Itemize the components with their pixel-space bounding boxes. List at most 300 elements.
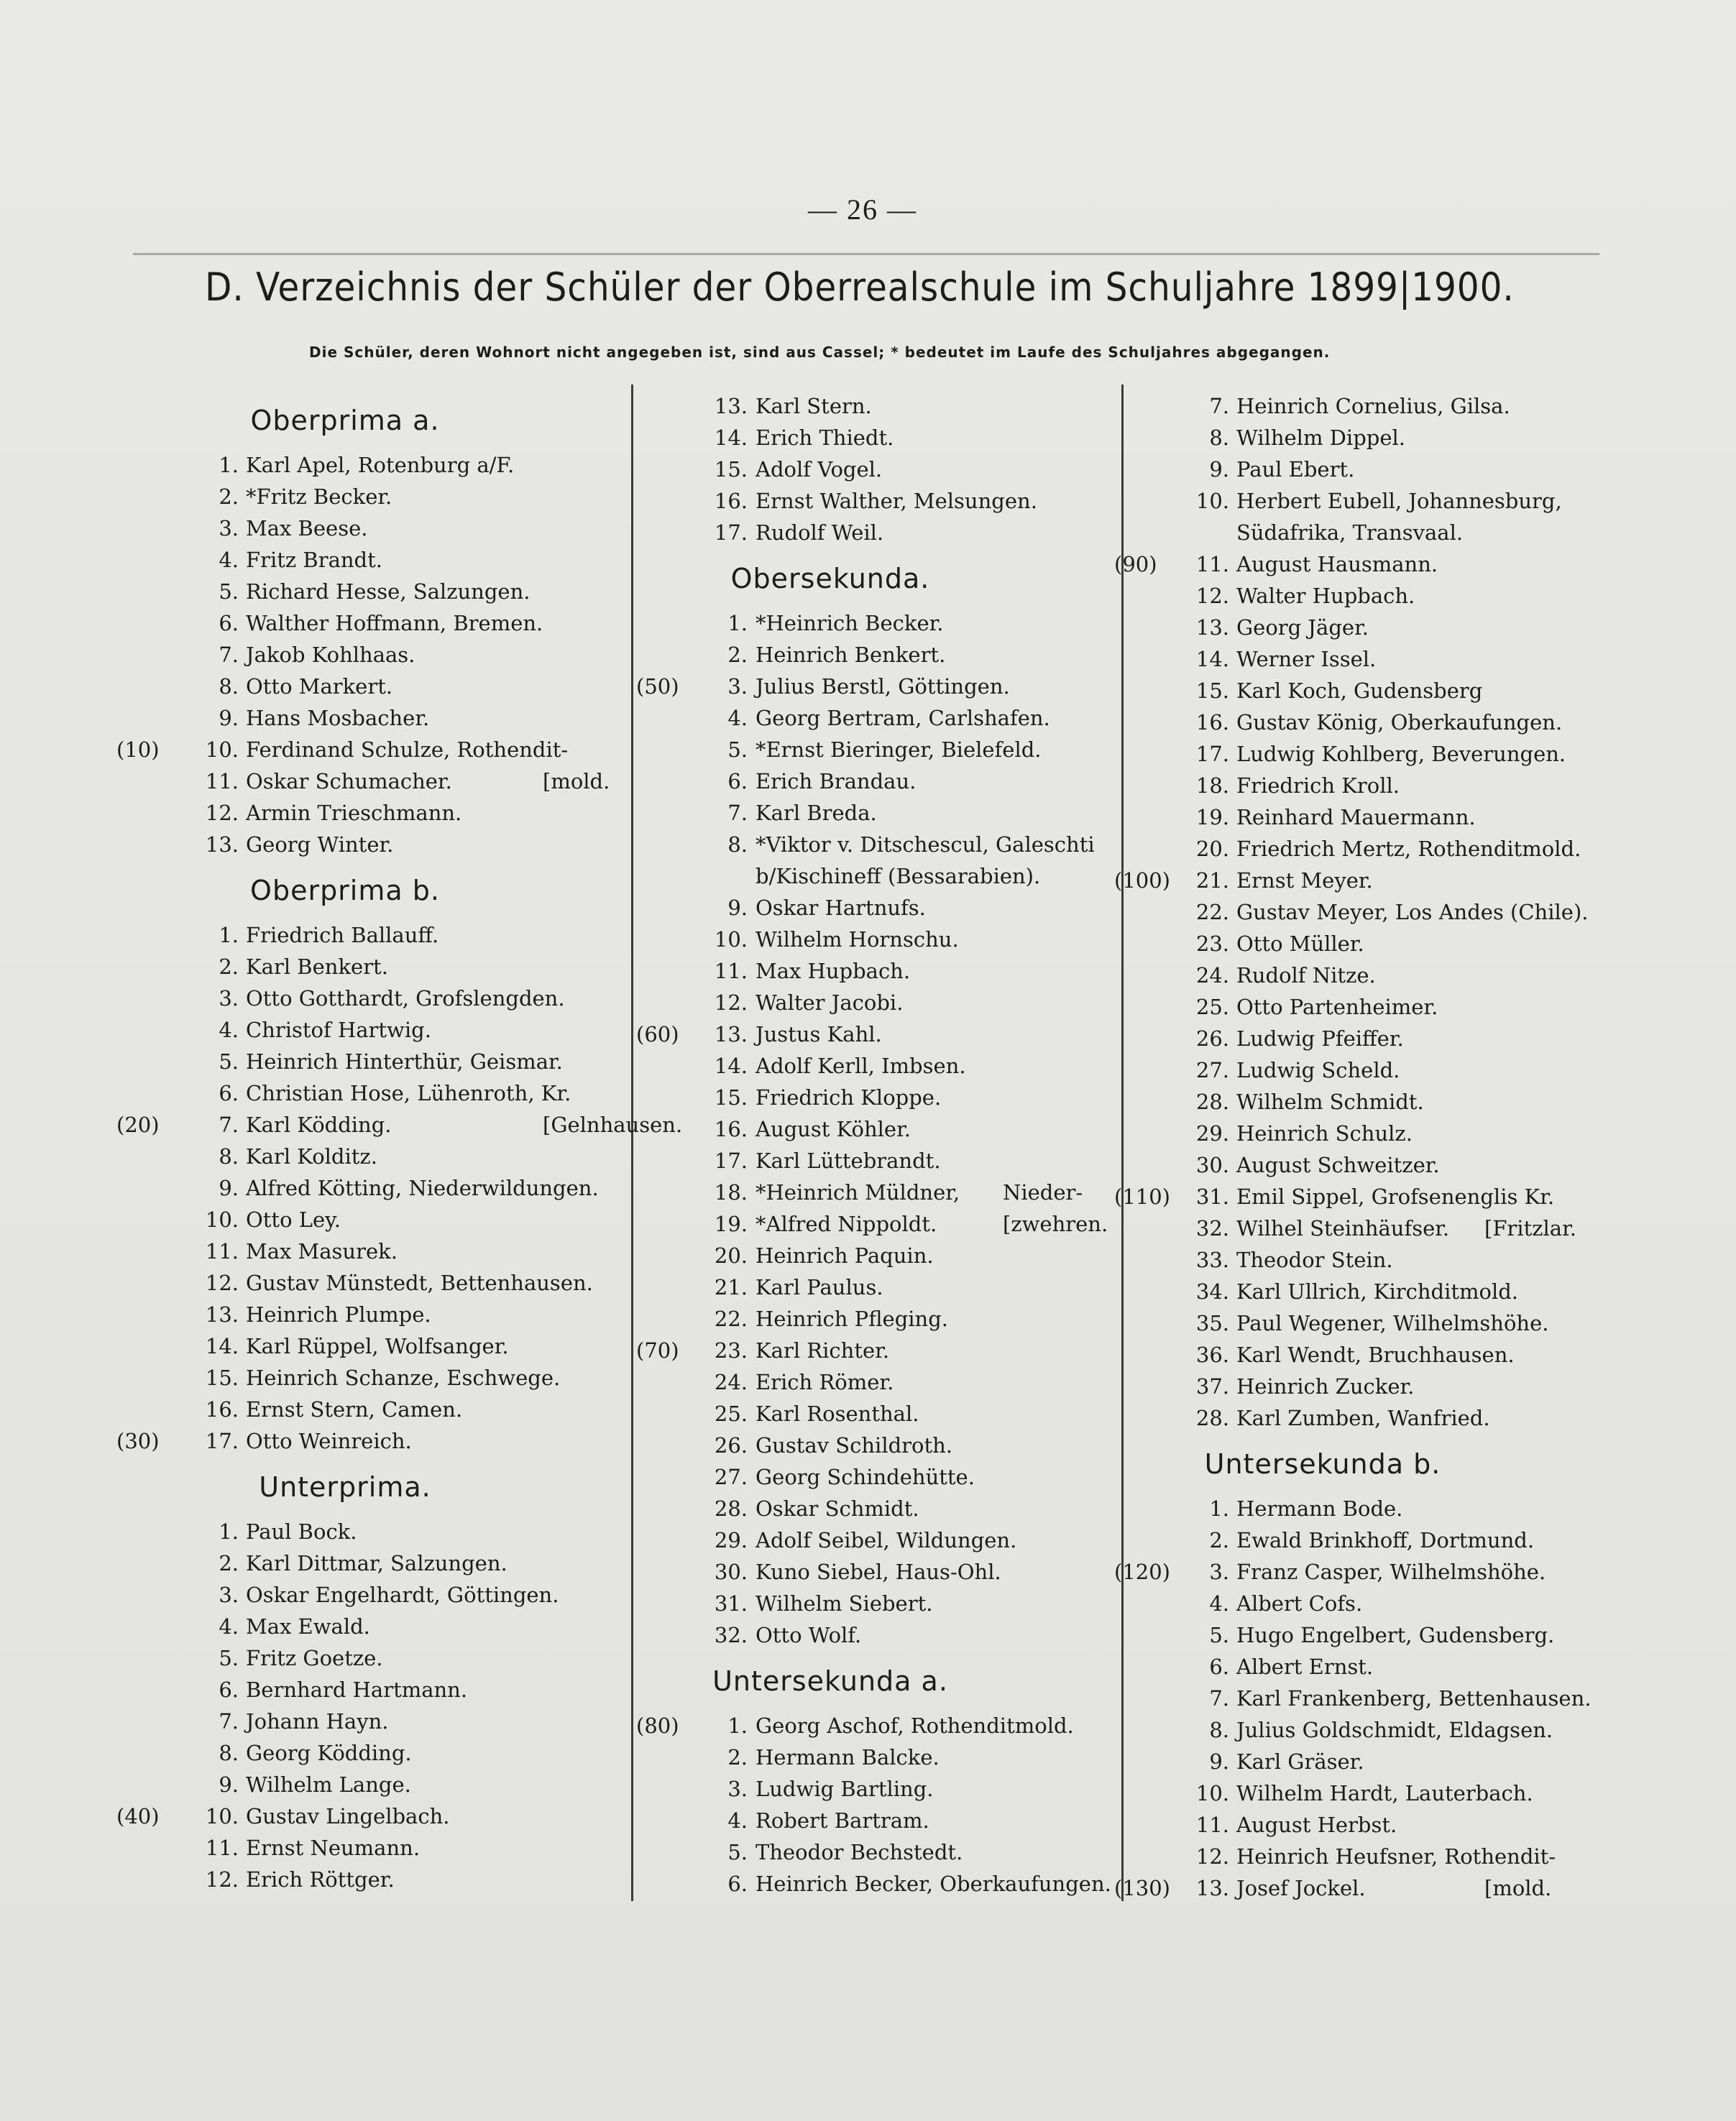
student-name: Georg Schindehütte. xyxy=(756,1465,975,1489)
entry-number: 25. xyxy=(714,1402,748,1426)
student-entry xyxy=(1121,1587,1625,1620)
student-name: Ernst Walther, Melsungen. xyxy=(756,489,1037,513)
entry-number: 30. xyxy=(714,1560,748,1584)
student-name: Georg Ködding. xyxy=(246,1741,412,1765)
entry-number: 14. xyxy=(714,425,748,450)
entry-number: 1. xyxy=(219,453,239,477)
student-name: Heinrich Pfleging. xyxy=(756,1307,948,1331)
entry-number: 28. xyxy=(1195,1406,1229,1430)
entry-number: 15. xyxy=(205,1366,239,1390)
student-name: Otto Müller. xyxy=(1236,931,1364,956)
student-name: Gustav König, Oberkaufungen. xyxy=(1236,710,1563,735)
entry-number: 36. xyxy=(1195,1343,1229,1367)
entry-number: 1. xyxy=(727,611,748,635)
entry-number: 4. xyxy=(219,548,239,572)
student-name: Südafrika, Transvaal. xyxy=(1236,520,1464,545)
student-entry xyxy=(1121,1713,1625,1747)
student-name: Hermann Bode. xyxy=(1236,1496,1403,1521)
student-name: Otto Weinreich. xyxy=(246,1429,412,1453)
running-count-marker: (90) xyxy=(1114,552,1157,576)
entry-number: 3. xyxy=(727,674,748,699)
student-name: Hugo Engelbert, Gudensberg. xyxy=(1236,1623,1555,1647)
entry-number: 12. xyxy=(205,1867,239,1892)
entry-number: 10. xyxy=(205,1207,239,1232)
entry-number: 18. xyxy=(1195,773,1229,798)
student-name: Ludwig Bartling. xyxy=(756,1777,934,1801)
section-heading: Untersekunda a. xyxy=(712,1665,948,1697)
student-name: Ludwig Scheld. xyxy=(1236,1058,1400,1082)
entry-number: 7. xyxy=(219,643,239,667)
student-name: Wilhelm Hardt, Lauterbach. xyxy=(1236,1781,1533,1805)
entry-number: 9. xyxy=(1209,1749,1229,1774)
student-entry xyxy=(1121,1745,1625,1778)
entry-number: 8. xyxy=(219,1144,239,1169)
student-entry xyxy=(1121,1054,1625,1087)
student-name: Hermann Balcke. xyxy=(756,1745,940,1770)
entry-number: 19. xyxy=(1195,805,1229,829)
continuation-fragment: [Gelnhausen. xyxy=(543,1113,683,1137)
running-count-marker: (20) xyxy=(116,1113,160,1137)
entry-number: 14. xyxy=(1195,647,1229,671)
entry-number: 13. xyxy=(1195,1876,1229,1900)
section-heading: Oberprima a. xyxy=(250,405,440,436)
student-entry xyxy=(144,1863,647,1896)
student-name: Friedrich Ballauff. xyxy=(246,923,439,947)
student-name: Georg Jäger. xyxy=(1236,615,1369,640)
student-entry xyxy=(629,1709,1132,1742)
student-name: Theodor Bechstedt. xyxy=(756,1840,963,1864)
student-entry xyxy=(144,1393,647,1426)
student-entry xyxy=(629,986,1132,1019)
student-entry xyxy=(1114,1180,1625,1213)
student-name: Werner Issel. xyxy=(1236,647,1377,671)
entry-number: 9. xyxy=(219,1176,239,1200)
running-count-marker: (130) xyxy=(1114,1876,1170,1900)
student-name: Theodor Stein. xyxy=(1236,1248,1393,1272)
student-name: Ernst Stern, Camen. xyxy=(246,1397,463,1422)
entry-number: 20. xyxy=(714,1243,748,1268)
student-entry xyxy=(629,1113,1132,1146)
student-entry xyxy=(1121,1840,1625,1873)
student-entry xyxy=(144,543,647,576)
student-name: Georg Aschof, Rothenditmold. xyxy=(756,1713,1074,1738)
student-entry xyxy=(629,1334,1132,1367)
student-entry xyxy=(629,1144,1132,1177)
entry-number: 17. xyxy=(714,1149,748,1173)
running-count-marker: (120) xyxy=(1114,1560,1170,1584)
entry-number: 13. xyxy=(205,832,239,857)
student-name: Rudolf Weil. xyxy=(756,520,884,545)
student-entry xyxy=(1114,1872,1625,1905)
entry-number: 7. xyxy=(727,801,748,825)
student-entry xyxy=(629,954,1132,988)
student-entry xyxy=(144,1610,647,1643)
student-entry xyxy=(144,1203,647,1236)
entry-number: 16. xyxy=(714,489,748,513)
student-entry xyxy=(144,765,647,798)
entry-number: 10. xyxy=(205,737,239,762)
entry-number: 7. xyxy=(219,1113,239,1137)
student-entry xyxy=(144,982,647,1015)
student-name: Julius Goldschmidt, Eldagsen. xyxy=(1236,1718,1553,1742)
entry-number: 6. xyxy=(219,1081,239,1105)
student-name: Wilhelm Hornschu. xyxy=(756,927,959,952)
student-name: Christian Hose, Lühenroth, Kr. xyxy=(246,1081,571,1105)
student-name: Franz Casper, Wilhelmshöhe. xyxy=(1236,1560,1546,1584)
student-name: Paul Bock. xyxy=(246,1519,357,1544)
student-name: Paul Wegener, Wilhelmshöhe. xyxy=(1236,1311,1549,1335)
running-count-marker: (40) xyxy=(116,1804,160,1828)
running-count-marker: (100) xyxy=(1114,868,1170,893)
student-entry xyxy=(629,484,1132,517)
student-entry xyxy=(629,1836,1132,1869)
student-name: Robert Bartram. xyxy=(756,1808,929,1833)
student-name: Friedrich Kloppe. xyxy=(756,1085,942,1110)
student-name: Fritz Goetze. xyxy=(246,1646,383,1670)
entry-number: 6. xyxy=(219,611,239,635)
entry-number: 28. xyxy=(1195,1090,1229,1114)
student-entry xyxy=(629,1619,1132,1652)
student-name: *Fritz Becker. xyxy=(246,484,392,509)
student-entry xyxy=(629,1366,1132,1399)
student-name: Rudolf Nitze. xyxy=(1236,963,1376,988)
entry-number: 34. xyxy=(1195,1279,1229,1304)
entry-number: 4. xyxy=(219,1614,239,1639)
entry-number: 16. xyxy=(205,1397,239,1422)
student-entry xyxy=(144,796,647,829)
entry-number: 14. xyxy=(714,1054,748,1078)
student-name: Friedrich Kroll. xyxy=(1236,773,1400,798)
student-entry xyxy=(144,1013,647,1046)
student-entry xyxy=(144,1642,647,1675)
entry-number: 11. xyxy=(1195,552,1229,576)
student-entry xyxy=(144,1578,647,1611)
student-entry xyxy=(629,1207,1132,1241)
student-name: Oskar Engelhardt, Göttingen. xyxy=(246,1583,559,1607)
student-name: Max Ewald. xyxy=(246,1614,370,1639)
student-entry xyxy=(629,796,1132,829)
student-entry xyxy=(629,1460,1132,1494)
entry-number: 18. xyxy=(714,1180,748,1205)
student-entry xyxy=(144,1235,647,1268)
student-entry xyxy=(1121,832,1625,865)
student-entry xyxy=(144,1077,647,1110)
student-entry xyxy=(116,733,647,766)
student-name: Armin Trieschmann. xyxy=(246,801,462,825)
student-name: Justus Kahl. xyxy=(756,1022,882,1046)
student-entry xyxy=(144,480,647,513)
student-entry xyxy=(144,919,647,952)
student-name: Adolf Vogel. xyxy=(756,457,883,482)
entry-number: 13. xyxy=(1195,615,1229,640)
entry-number: 4. xyxy=(1209,1591,1229,1616)
student-entry xyxy=(1121,1149,1625,1182)
student-name: Heinrich Zucker. xyxy=(1236,1374,1415,1399)
student-name: Adolf Kerll, Imbsen. xyxy=(756,1054,966,1078)
student-entry xyxy=(1121,1402,1625,1435)
student-entry xyxy=(1121,706,1625,739)
student-name: Georg Winter. xyxy=(246,832,394,857)
student-entry xyxy=(1121,390,1625,423)
student-entry xyxy=(1121,1370,1625,1403)
student-entry xyxy=(144,1673,647,1706)
entry-number: 2. xyxy=(727,643,748,667)
page-subtitle: Die Schüler, deren Wohnort nicht angegeben ist, sind aus Cassel; * bedeutet im Laufe des Schuljahres abgegangen. xyxy=(309,344,1331,361)
entry-number: 10. xyxy=(205,1804,239,1828)
student-entry xyxy=(1121,1492,1625,1525)
student-entry xyxy=(629,923,1132,956)
entry-number: 3. xyxy=(727,1777,748,1801)
student-entry xyxy=(144,512,647,545)
entry-number: 5. xyxy=(727,1840,748,1864)
student-name: Ewald Brinkhoff, Dortmund. xyxy=(1236,1528,1535,1552)
student-name: Wilhelm Dippel. xyxy=(1236,425,1405,450)
student-name: Otto Wolf. xyxy=(756,1623,862,1647)
student-name: Max Beese. xyxy=(246,516,368,540)
student-name: Karl Ködding. xyxy=(246,1113,392,1137)
student-entry xyxy=(1121,421,1625,454)
entry-number: 19. xyxy=(714,1212,748,1236)
student-name: Ludwig Kohlberg, Beverungen. xyxy=(1236,742,1566,766)
entry-number: 5. xyxy=(727,737,748,762)
student-name: Walter Hupbach. xyxy=(1236,584,1415,608)
entry-number: 11. xyxy=(205,1239,239,1264)
student-entry xyxy=(629,1302,1132,1335)
student-name: Albert Ernst. xyxy=(1236,1655,1374,1679)
entry-number: 17. xyxy=(1195,742,1229,766)
student-entry xyxy=(144,828,647,861)
student-name: Wilhelm Schmidt. xyxy=(1236,1090,1424,1114)
student-entry xyxy=(629,891,1132,924)
student-name: Karl Benkert. xyxy=(246,954,388,979)
student-name: Karl Breda. xyxy=(756,801,877,825)
student-name: Otto Gotthardt, Grofslengden. xyxy=(246,986,565,1011)
student-name: *Heinrich Müldner, xyxy=(756,1180,960,1205)
entry-number: 7. xyxy=(219,1709,239,1734)
section-heading: Untersekunda b. xyxy=(1204,1448,1441,1480)
student-name: Karl Richter. xyxy=(756,1338,890,1363)
student-name: *Ernst Bieringer, Bielefeld. xyxy=(756,737,1042,762)
student-name: Wilhelm Lange. xyxy=(246,1772,411,1797)
entry-number: 12. xyxy=(205,801,239,825)
continuation-fragment: [zwehren. xyxy=(1003,1212,1108,1236)
entry-number: 15. xyxy=(714,457,748,482)
student-name: Erich Röttger. xyxy=(246,1867,395,1892)
entry-number: 11. xyxy=(205,1836,239,1860)
student-entry xyxy=(1121,896,1625,929)
entry-number: 30. xyxy=(1195,1153,1229,1177)
student-entry xyxy=(1121,990,1625,1023)
student-entry xyxy=(629,860,1132,893)
student-name: Ludwig Pfeiffer. xyxy=(1236,1026,1404,1051)
running-count-marker: (10) xyxy=(116,737,160,762)
entry-number: 11. xyxy=(1195,1813,1229,1837)
entry-number: 29. xyxy=(1195,1121,1229,1146)
entry-number: 6. xyxy=(727,1872,748,1896)
student-entry xyxy=(144,1361,647,1394)
entry-number: 2. xyxy=(727,1745,748,1770)
student-entry xyxy=(1121,1085,1625,1118)
student-name: August Hausmann. xyxy=(1236,552,1438,576)
student-name: Otto Ley. xyxy=(246,1207,341,1232)
student-name: Ferdinand Schulze, Rothendit- xyxy=(246,737,569,762)
entry-number: 1. xyxy=(219,1519,239,1544)
student-name: Ernst Neumann. xyxy=(246,1836,421,1860)
student-entry xyxy=(629,1271,1132,1304)
entry-number: 16. xyxy=(714,1117,748,1141)
entry-number: 2. xyxy=(219,484,239,509)
entry-number: 27. xyxy=(1195,1058,1229,1082)
student-entry xyxy=(1121,1338,1625,1371)
student-entry xyxy=(629,453,1132,486)
student-entry xyxy=(144,638,647,671)
student-entry xyxy=(144,1140,647,1173)
entry-number: 13. xyxy=(714,1022,748,1046)
student-entry xyxy=(144,1515,647,1548)
student-entry xyxy=(629,1018,1132,1051)
student-entry xyxy=(629,638,1132,671)
student-entry xyxy=(144,607,647,640)
student-entry xyxy=(1121,927,1625,960)
entry-number: 8. xyxy=(1209,425,1229,450)
entry-number: 23. xyxy=(1195,931,1229,956)
entry-number: 29. xyxy=(714,1528,748,1552)
student-entry xyxy=(629,421,1132,454)
entry-number: 31. xyxy=(714,1591,748,1616)
entry-number: 24. xyxy=(1195,963,1229,988)
entry-number: 27. xyxy=(714,1465,748,1489)
entry-number: 10. xyxy=(714,927,748,952)
entry-number: 5. xyxy=(1209,1623,1229,1647)
student-entry xyxy=(1121,1117,1625,1150)
entry-number: 37. xyxy=(1195,1374,1229,1399)
student-name: Christof Hartwig. xyxy=(246,1018,431,1042)
student-entry xyxy=(1121,769,1625,802)
student-name: Emil Sippel, Grofsenenglis Kr. xyxy=(1236,1184,1555,1209)
student-name: Wilhel Steinhäufser. xyxy=(1236,1216,1450,1241)
student-name: Heinrich Paquin. xyxy=(756,1243,934,1268)
entry-number: 15. xyxy=(1195,678,1229,703)
student-name: Karl Zumben, Wanfried. xyxy=(1236,1406,1490,1430)
student-name: Oskar Schumacher. xyxy=(246,769,452,793)
student-entry xyxy=(144,448,647,482)
student-entry xyxy=(1121,959,1625,992)
entry-number: 1. xyxy=(1209,1496,1229,1521)
student-name: Adolf Seibel, Wildungen. xyxy=(756,1528,1017,1552)
entry-number: 6. xyxy=(1209,1655,1229,1679)
entry-number: 16. xyxy=(1195,710,1229,735)
student-name: Karl Ullrich, Kirchditmold. xyxy=(1236,1279,1519,1304)
page-title: D. Verzeichnis der Schüler der Oberrealschule im Schuljahre 1899|1900. xyxy=(205,264,1515,310)
running-count-marker: (110) xyxy=(1114,1184,1170,1209)
student-name: Heinrich Plumpe. xyxy=(246,1302,431,1327)
student-name: Heinrich Hinterthür, Geismar. xyxy=(246,1049,563,1074)
student-entry xyxy=(1121,1243,1625,1276)
entry-number: 26. xyxy=(1195,1026,1229,1051)
student-name: Georg Bertram, Carlshafen. xyxy=(756,706,1050,730)
student-entry xyxy=(629,1587,1132,1620)
running-count-marker: (30) xyxy=(116,1429,160,1453)
student-name: Max Masurek. xyxy=(246,1239,398,1264)
student-name: August Köhler. xyxy=(756,1117,911,1141)
student-entry xyxy=(629,1492,1132,1525)
student-name: August Schweitzer. xyxy=(1236,1153,1440,1177)
student-name: Heinrich Becker, Oberkaufungen. xyxy=(756,1872,1111,1896)
student-entry xyxy=(144,1831,647,1864)
entry-number: 20. xyxy=(1195,837,1229,861)
student-entry xyxy=(629,1429,1132,1462)
student-entry xyxy=(144,670,647,703)
student-name: Heinrich Schanze, Eschwege. xyxy=(246,1366,561,1390)
entry-number: 6. xyxy=(727,769,748,793)
student-entry xyxy=(116,1425,647,1458)
running-count-marker: (70) xyxy=(636,1338,679,1363)
student-entry xyxy=(629,1239,1132,1272)
student-name: Bernhard Hartmann. xyxy=(246,1678,468,1702)
student-name: Karl Rüppel, Wolfsanger. xyxy=(246,1334,509,1358)
entry-number: 3. xyxy=(219,516,239,540)
entry-number: 14. xyxy=(205,1334,239,1358)
entry-number: 4. xyxy=(219,1018,239,1042)
student-entry xyxy=(629,1081,1132,1114)
entry-number: 31. xyxy=(1195,1184,1229,1209)
student-entry xyxy=(144,1045,647,1078)
entry-number: 10. xyxy=(1195,1781,1229,1805)
entry-number: 22. xyxy=(1195,900,1229,924)
entry-number: 9. xyxy=(1209,457,1229,482)
student-entry xyxy=(144,950,647,983)
entry-number: 33. xyxy=(1195,1248,1229,1272)
student-entry xyxy=(1121,516,1625,549)
student-entry xyxy=(1121,1808,1625,1841)
student-entry xyxy=(629,1804,1132,1837)
student-name: Oskar Schmidt. xyxy=(756,1496,919,1521)
student-entry xyxy=(1121,579,1625,612)
student-name: Karl Apel, Rotenburg a/F. xyxy=(246,453,515,477)
entry-number: 13. xyxy=(714,394,748,418)
entry-number: 4. xyxy=(727,1808,748,1833)
student-entry xyxy=(629,733,1132,766)
student-name: Karl Wendt, Bruchhausen. xyxy=(1236,1343,1515,1367)
student-name: Karl Lüttebrandt. xyxy=(756,1149,941,1173)
student-name: Gustav Meyer, Los Andes (Chile). xyxy=(1236,900,1589,924)
student-entry xyxy=(629,607,1132,640)
student-entry xyxy=(1114,864,1625,897)
student-entry xyxy=(1121,1212,1625,1245)
student-name: Julius Berstl, Göttingen. xyxy=(756,674,1010,699)
continuation-fragment: [mold. xyxy=(543,769,610,793)
entry-number: 9. xyxy=(727,896,748,920)
student-entry xyxy=(1121,484,1625,517)
entry-number: 28. xyxy=(714,1496,748,1521)
section-heading: Unterprima. xyxy=(259,1471,431,1503)
student-entry xyxy=(1121,1275,1625,1308)
entry-number: 5. xyxy=(219,579,239,604)
student-entry xyxy=(144,1266,647,1299)
entry-number: 17. xyxy=(205,1429,239,1453)
student-name: Heinrich Heufsner, Rothendit- xyxy=(1236,1844,1556,1869)
student-name: *Alfred Nippoldt. xyxy=(756,1212,937,1236)
entry-number: 11. xyxy=(205,769,239,793)
student-name: Walther Hoffmann, Bremen. xyxy=(246,611,543,635)
student-name: Heinrich Cornelius, Gilsa. xyxy=(1236,394,1510,418)
student-entry xyxy=(144,575,647,608)
student-entry xyxy=(1121,611,1625,644)
student-entry xyxy=(1121,643,1625,676)
entry-number: 2. xyxy=(219,954,239,979)
student-entry xyxy=(1121,1777,1625,1810)
student-entry xyxy=(629,1867,1132,1900)
